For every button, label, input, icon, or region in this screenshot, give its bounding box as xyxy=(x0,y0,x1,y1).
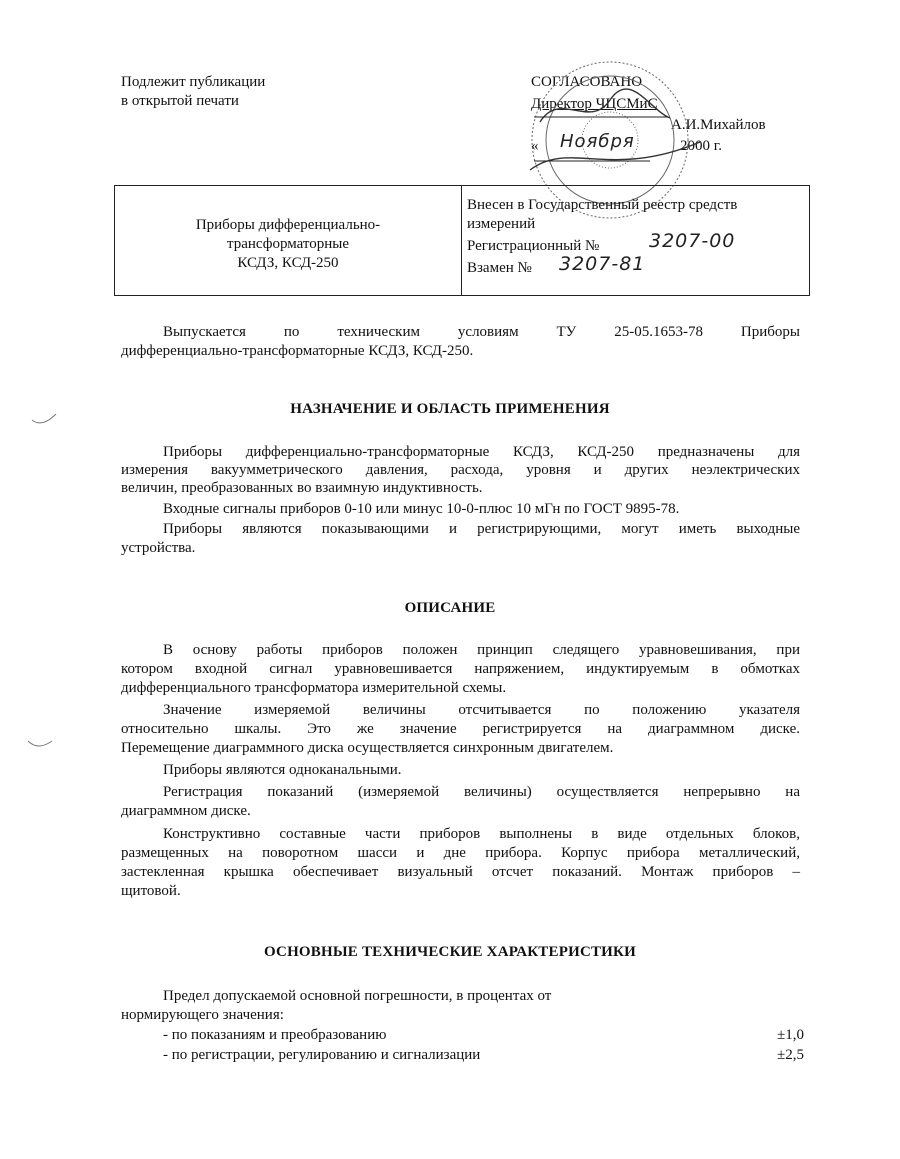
intro-line2: дифференциально-трансформаторные КСДЗ, КСД-250. xyxy=(121,343,474,359)
spec-item1-label: - по показаниям и преобразованию xyxy=(163,1027,387,1043)
scan-mark-1 xyxy=(30,410,60,430)
spec-item2-value: ±2,5 xyxy=(777,1047,804,1063)
description-p2-line2: относительно шкалы. Это же значение регистрируется на диаграммном диске. xyxy=(121,721,800,737)
product-name-line1: Приборы дифференциально- xyxy=(195,217,381,233)
registry-line2: измерений xyxy=(467,216,536,232)
signature xyxy=(530,89,700,170)
publish-note-line1: Подлежит публикации xyxy=(121,74,266,90)
description-p1-line2: котором входной сигнал уравновешивается напряжением, индуктируемым в обмотках xyxy=(121,661,800,677)
description-p1-line1: В основу работы приборов положен принцип следящего уравновешивания, при xyxy=(163,642,800,658)
table-divider xyxy=(461,186,462,295)
description-p5-line4: щитовой. xyxy=(121,883,181,899)
description-p4-line2: диаграммном диске. xyxy=(121,803,251,819)
purpose-p1-line2: измерения вакуумметрического давления, расхода, уровня и других неэлектрических xyxy=(121,462,800,478)
product-name-line2: трансформаторные xyxy=(226,236,350,252)
approval-date-month: Ноября xyxy=(560,131,635,152)
purpose-p1-line1: Приборы дифференциально-трансформаторные КСДЗ, КСД-250 предназначены для xyxy=(163,444,800,460)
approval-date-year: 2000 г. xyxy=(680,138,722,154)
reg-number-label: Регистрационный № xyxy=(467,238,600,254)
description-p2-line1: Значение измеряемой величины отсчитывается по положению указателя xyxy=(163,702,800,718)
purpose-p1-line3: величин, преобразованных во взаимную индуктивность. xyxy=(121,480,483,496)
purpose-heading: НАЗНАЧЕНИЕ И ОБЛАСТЬ ПРИМЕНЕНИЯ xyxy=(290,401,610,417)
replaces-label: Взамен № xyxy=(467,260,532,276)
description-p5-line3: застекленная крышка обеспечивает визуальный отсчет показаний. Монтаж приборов – xyxy=(121,864,800,880)
approval-date-open: « xyxy=(531,138,539,154)
description-heading: ОПИСАНИЕ xyxy=(404,600,496,616)
approval-signer: А.И.Михайлов xyxy=(671,117,766,133)
description-p5-line2: размещенных на поворотном шасси и дне прибора. Корпус прибора металлический, xyxy=(121,845,800,861)
registry-line1: Внесен в Государственный реестр средств xyxy=(467,197,738,213)
description-p2-line3: Перемещение диаграммного диска осуществляется синхронным двигателем. xyxy=(121,740,614,756)
purpose-p2-line1: Входные сигналы приборов 0-10 или минус 10-0-плюс 10 мГн по ГОСТ 9895-78. xyxy=(163,501,680,517)
specs-intro-line2: нормирующего значения: xyxy=(121,1007,284,1023)
spec-item2-label: - по регистрации, регулированию и сигнализации xyxy=(163,1047,481,1063)
publish-note-line2: в открытой печати xyxy=(121,93,239,109)
description-p4-line1: Регистрация показаний (измеряемой величины) осуществляется непрерывно на xyxy=(163,784,800,800)
description-p1-line3: дифференциального трансформатора измерительной схемы. xyxy=(121,680,507,696)
description-p3-line1: Приборы являются одноканальными. xyxy=(163,762,402,778)
registration-table xyxy=(114,185,810,296)
scan-mark-2 xyxy=(26,735,56,755)
intro-line1: Выпускается по техническим условиям ТУ 25-05.1653-78 Приборы xyxy=(163,324,800,340)
specs-heading: ОСНОВНЫЕ ТЕХНИЧЕСКИЕ ХАРАКТЕРИСТИКИ xyxy=(263,944,636,960)
reg-number-value: 3207-00 xyxy=(649,230,736,252)
purpose-p3-line2: устройства. xyxy=(121,540,196,556)
approval-director: Директор ЧЦСМиС xyxy=(531,96,658,112)
replaces-value: 3207-81 xyxy=(559,253,646,275)
spec-item1-value: ±1,0 xyxy=(777,1027,804,1043)
description-p5-line1: Конструктивно составные части приборов выполнены в виде отдельных блоков, xyxy=(163,826,800,842)
specs-intro-line1: Предел допускаемой основной погрешности, в процентах от xyxy=(163,988,552,1004)
approval-title: СОГЛАСОВАНО xyxy=(531,74,643,90)
purpose-p3-line1: Приборы являются показывающими и регистрирующими, могут иметь выходные xyxy=(163,521,800,537)
product-name-line3: КСДЗ, КСД-250 xyxy=(237,255,339,271)
